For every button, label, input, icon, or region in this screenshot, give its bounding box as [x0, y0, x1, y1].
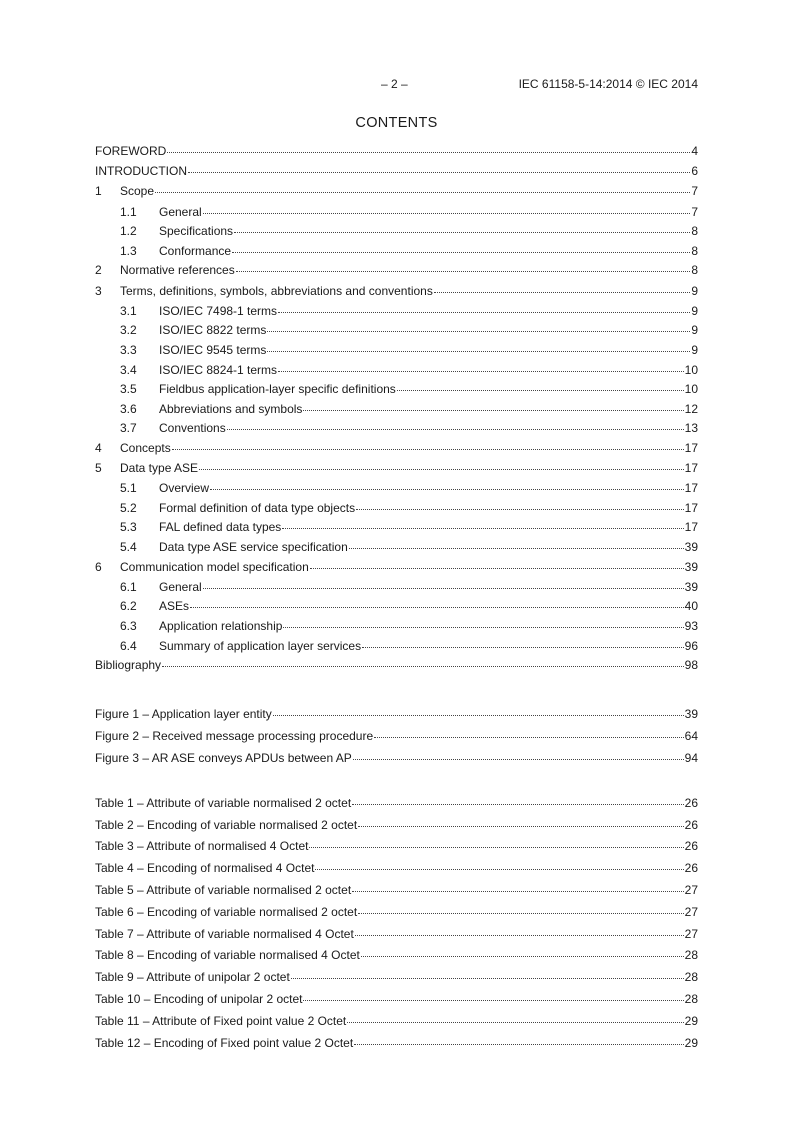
dot-leader	[353, 758, 684, 760]
toc-label: ISO/IEC 8822 terms	[159, 323, 267, 338]
dot-leader	[188, 171, 690, 173]
toc-number: 3.7	[120, 421, 137, 436]
toc-page: 40	[684, 599, 698, 614]
toc-page: 39	[684, 540, 698, 555]
toc-number: 1.1	[120, 204, 137, 219]
dot-leader	[190, 606, 684, 608]
toc-label: Communication model specification	[120, 559, 309, 574]
toc-page: 93	[684, 619, 698, 633]
toc-number: 3.3	[120, 342, 137, 357]
toc-page: 17	[684, 461, 698, 476]
toc-label: Table 4 – Encoding of normalised 4 Octet	[95, 861, 315, 876]
toc-entry-iso-8822[interactable]	[95, 323, 698, 343]
dot-leader	[352, 890, 683, 892]
toc-page: 29	[684, 1013, 698, 1028]
toc-label: ISO/IEC 7498-1 terms	[159, 303, 278, 318]
toc-number: 6.1	[120, 579, 137, 594]
dot-leader	[354, 1043, 683, 1045]
toc-page: 13	[684, 421, 698, 436]
toc-page: 17	[684, 500, 698, 515]
toc-entry-table-1[interactable]	[95, 796, 698, 818]
dot-leader	[362, 646, 684, 648]
dot-leader	[358, 912, 683, 914]
toc-page: 39	[684, 559, 698, 574]
toc-entry-foreword[interactable]	[95, 144, 698, 164]
toc-label: Table 3 – Attribute of normalised 4 Octet	[95, 839, 309, 854]
dot-leader	[356, 508, 684, 510]
toc-label: Table 12 – Encoding of Fixed point value 2 Octet	[95, 1035, 354, 1050]
toc-number: 2	[95, 263, 102, 278]
toc-label: General	[159, 204, 202, 219]
toc-page: 10	[684, 382, 698, 397]
toc-entry-abbreviations[interactable]	[95, 402, 698, 422]
dot-leader	[273, 714, 684, 716]
toc-label: Table 1 – Attribute of variable normalised 2 octet	[95, 795, 352, 810]
dot-leader	[203, 212, 691, 214]
dot-leader	[352, 803, 683, 805]
toc-number: 5.2	[120, 500, 137, 515]
toc-page: 12	[684, 401, 698, 416]
toc-page: 28	[684, 970, 698, 985]
toc-entry-table-10[interactable]	[95, 992, 698, 1014]
toc-label: Terms, definitions, symbols, abbreviations and conventions	[120, 283, 433, 298]
toc-page: 27	[684, 904, 698, 919]
dot-leader	[210, 488, 684, 490]
toc-entry-conformance[interactable]	[95, 244, 698, 264]
dot-leader	[227, 428, 684, 430]
toc-entry-table-9[interactable]	[95, 970, 698, 992]
toc-entry-iso-8824[interactable]	[95, 363, 698, 383]
dot-leader	[199, 468, 684, 470]
toc-number: 5.3	[120, 520, 137, 535]
toc-entry-data-type-ase[interactable]	[95, 461, 698, 481]
toc-page: 9	[691, 283, 698, 298]
dot-leader	[374, 736, 683, 738]
toc-label: Scope	[120, 184, 155, 199]
dot-leader	[232, 251, 690, 253]
toc-entry-table-2[interactable]	[95, 818, 698, 840]
dot-leader	[236, 270, 691, 272]
toc-label: Normative references	[120, 263, 235, 278]
toc-number: 1.3	[120, 243, 137, 258]
toc-entry-fal-data-types[interactable]	[95, 520, 698, 540]
toc-page: 9	[691, 342, 698, 357]
toc-entry-conventions[interactable]	[95, 421, 698, 441]
toc-label: ISO/IEC 8824-1 terms	[159, 362, 278, 377]
dot-leader	[358, 825, 683, 827]
toc-entry-table-7[interactable]	[95, 927, 698, 949]
toc-entry-formal-definition[interactable]	[95, 501, 698, 521]
toc-label: Summary of application layer services	[159, 638, 362, 653]
toc-entry-ase-service-spec[interactable]	[95, 540, 698, 560]
contents-title: CONTENTS	[355, 115, 438, 131]
dot-leader	[278, 311, 690, 313]
toc-page: 26	[684, 795, 698, 810]
toc-entry-table-4[interactable]	[95, 861, 698, 883]
toc-entry-table-6[interactable]	[95, 905, 698, 927]
toc-entry-introduction[interactable]	[95, 164, 698, 184]
toc-label: Figure 2 – Received message processing procedure	[95, 729, 374, 744]
toc-page: 26	[684, 861, 698, 876]
toc-page: 39	[684, 579, 698, 594]
dot-leader	[310, 567, 684, 569]
toc-label: Specifications	[159, 224, 234, 239]
toc-label: Conventions	[159, 421, 226, 436]
toc-page: 8	[691, 243, 698, 258]
toc-page: 96	[684, 638, 698, 653]
toc-page: 8	[691, 224, 698, 239]
toc-page: 28	[684, 948, 698, 963]
dot-leader	[309, 846, 683, 848]
toc-entry-specifications[interactable]	[95, 224, 698, 244]
toc-entry-bibliography[interactable]	[95, 658, 698, 678]
toc-number: 5	[95, 461, 102, 476]
dot-leader	[203, 587, 684, 589]
toc-number: 1.2	[120, 224, 137, 239]
toc-label: FAL defined data types	[159, 520, 282, 535]
toc-page: 26	[684, 817, 698, 832]
toc-number: 6.3	[120, 619, 137, 633]
toc-number: 6.2	[120, 599, 137, 614]
toc-label: ASEs	[159, 599, 190, 614]
toc-page: 27	[684, 882, 698, 897]
toc-page: 17	[684, 520, 698, 535]
dot-leader	[303, 409, 683, 411]
toc-label: Table 10 – Encoding of unipolar 2 octet	[95, 991, 303, 1006]
dot-leader	[347, 1021, 683, 1023]
toc-label: Data type ASE service specification	[159, 540, 348, 555]
dot-leader	[283, 626, 683, 628]
toc-entry-ases[interactable]	[95, 599, 698, 619]
toc-entry-normative-references[interactable]	[95, 263, 698, 283]
toc-entry-summary-services[interactable]	[95, 639, 698, 659]
toc-page: 28	[684, 991, 698, 1006]
toc-page: 8	[691, 263, 698, 278]
dot-leader	[167, 151, 690, 153]
toc-page: 10	[684, 362, 698, 377]
toc-entry-iso-9545[interactable]	[95, 343, 698, 363]
toc-label: Abbreviations and symbols	[159, 401, 303, 416]
toc-label: Figure 3 – AR ASE conveys APDUs between AP	[95, 750, 352, 765]
document-reference: IEC 61158-5-14:2014 © IEC 2014	[518, 77, 698, 91]
toc-page: 98	[684, 658, 698, 673]
dot-leader	[234, 231, 690, 233]
toc-entry-communication-model[interactable]	[95, 560, 698, 580]
toc-entry-iso-7498[interactable]	[95, 304, 698, 324]
page-number: – 2 –	[381, 77, 408, 91]
toc-number: 3.4	[120, 362, 137, 377]
toc-entry-table-5[interactable]	[95, 883, 698, 905]
toc-number: 3.5	[120, 382, 137, 397]
toc-label: Table 5 – Attribute of variable normalised 2 octet	[95, 882, 352, 897]
toc-page: 26	[684, 839, 698, 854]
toc-entry-concepts[interactable]	[95, 441, 698, 461]
toc-number: 6.4	[120, 638, 137, 653]
toc-entry-table-12[interactable]	[95, 1036, 698, 1058]
toc-label: Table 2 – Encoding of variable normalised 2 octet	[95, 817, 358, 832]
toc-page: 6	[691, 164, 698, 179]
toc-label: Overview	[159, 481, 210, 496]
toc-number: 3.6	[120, 401, 137, 416]
dot-leader	[315, 868, 683, 870]
toc-label: Table 7 – Attribute of variable normalised 4 Octet	[95, 926, 354, 941]
toc-entry-figure-1[interactable]	[95, 707, 698, 729]
toc-page: 9	[691, 303, 698, 318]
toc-label: Figure 1 – Application layer entity	[95, 707, 272, 722]
toc-page: 39	[684, 707, 698, 722]
dot-leader	[355, 934, 684, 936]
toc-entry-table-11[interactable]	[95, 1014, 698, 1036]
toc-page: 27	[684, 926, 698, 941]
toc-page: 17	[684, 481, 698, 496]
toc-label: FOREWORD	[95, 144, 167, 158]
dot-leader	[278, 370, 684, 372]
toc-page: 4	[691, 144, 698, 158]
toc-entry-fieldbus-definitions[interactable]	[95, 382, 698, 402]
dot-leader	[349, 547, 684, 549]
toc-number: 5.1	[120, 481, 137, 496]
toc-number: 1	[95, 184, 102, 199]
dot-leader	[162, 665, 684, 667]
toc-entry-table-8[interactable]	[95, 948, 698, 970]
table-of-contents	[95, 144, 698, 1057]
section-spacer	[95, 678, 698, 707]
toc-number: 3.2	[120, 323, 137, 338]
toc-label: Formal definition of data type objects	[159, 500, 356, 515]
toc-entry-figure-3[interactable]	[95, 751, 698, 773]
toc-label: General	[159, 579, 202, 594]
toc-label: Bibliography	[95, 658, 162, 673]
dot-leader	[282, 527, 683, 529]
section-spacer	[95, 773, 698, 796]
toc-page: 17	[684, 440, 698, 455]
page-header	[0, 77, 793, 93]
toc-label: ISO/IEC 9545 terms	[159, 342, 267, 357]
toc-entry-figure-2[interactable]	[95, 729, 698, 751]
dot-leader	[267, 350, 690, 352]
dot-leader	[434, 291, 690, 293]
toc-page: 9	[691, 323, 698, 338]
toc-label: INTRODUCTION	[95, 164, 187, 179]
dot-leader	[155, 191, 690, 193]
toc-number: 6	[95, 559, 102, 574]
toc-page: 94	[684, 750, 698, 765]
toc-page: 7	[691, 184, 698, 199]
toc-entry-application-relationship[interactable]	[95, 619, 698, 639]
dot-leader	[361, 955, 684, 957]
dot-leader	[267, 330, 690, 332]
dot-leader	[397, 389, 684, 391]
toc-page: 7	[691, 204, 698, 219]
dot-leader	[291, 977, 684, 979]
toc-entry-general-6[interactable]	[95, 580, 698, 600]
toc-label: Concepts	[120, 440, 171, 455]
toc-label: Data type ASE	[120, 461, 199, 476]
toc-label: Application relationship	[159, 619, 283, 633]
dot-leader	[172, 448, 684, 450]
toc-entry-scope[interactable]	[95, 184, 698, 204]
toc-page: 29	[684, 1035, 698, 1050]
toc-label: Conformance	[159, 243, 232, 258]
toc-entry-general[interactable]	[95, 205, 698, 225]
toc-label: Table 9 – Attribute of unipolar 2 octet	[95, 970, 290, 985]
toc-number: 3	[95, 283, 102, 298]
toc-entry-table-3[interactable]	[95, 839, 698, 861]
toc-label: Table 6 – Encoding of variable normalised 2 octet	[95, 904, 358, 919]
toc-number: 5.4	[120, 540, 137, 555]
toc-label: Table 8 – Encoding of variable normalised 4 Octet	[95, 948, 360, 963]
toc-number: 4	[95, 440, 102, 455]
toc-entry-terms[interactable]	[95, 284, 698, 304]
toc-label: Fieldbus application-layer specific definitions	[159, 382, 396, 397]
toc-label: Table 11 – Attribute of Fixed point value 2 Octet	[95, 1013, 347, 1028]
dot-leader	[303, 999, 683, 1001]
toc-entry-overview[interactable]	[95, 481, 698, 501]
toc-number: 3.1	[120, 303, 137, 318]
toc-page: 64	[684, 729, 698, 744]
